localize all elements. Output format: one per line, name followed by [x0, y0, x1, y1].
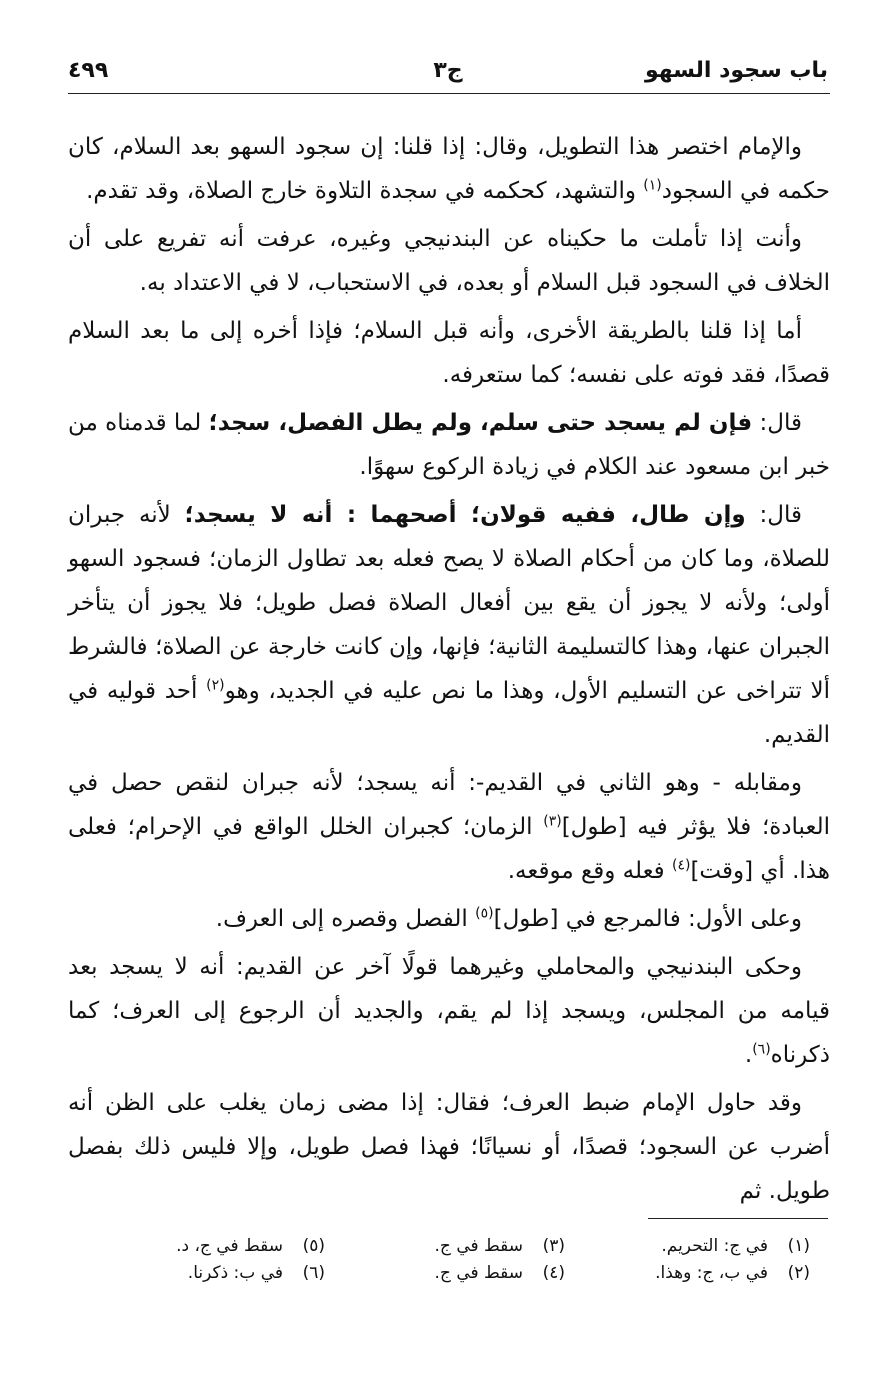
- paragraph-2: وأنت إذا تأملت ما حكيناه عن البندنيجي وغيره، عرفت أنه تفريع على أن الخلاف في السجود قبل السلام أو بعده، في الاستحباب، لا في الاعتداد به.: [68, 226, 830, 296]
- footnote-ref-1[interactable]: (١): [643, 177, 662, 194]
- footnote-ref-6[interactable]: (٦): [752, 1041, 771, 1058]
- footnote-ref-2[interactable]: (٢): [206, 677, 225, 694]
- footnote-column: [580, 1233, 810, 1287]
- footnote-separator: [648, 1218, 828, 1219]
- paragraph-3: أما إذا قلنا بالطريقة الأخرى، وأنه قبل السلام؛ فإذا أخره إلى ما بعد السلام قصدًا، فقد فوته على نفسه؛ كما ستعرفه.: [68, 318, 830, 388]
- paragraph-1: والإمام اختصر هذا التطويل، وقال: إذا قلنا: إن سجود السهو بعد السلام، كان حكمه في السجود$^{(١)}$ والتشهد، كحكمه في سجدة التلاوة خارج الصلاة، وقد تقدم.: [68, 134, 830, 204]
- running-header: [68, 58, 828, 90]
- footnote-item: (٢)في ب، ج: وهذا.: [655, 1263, 810, 1283]
- footnote-ref-5[interactable]: (٥): [475, 905, 494, 922]
- header-rule: [68, 93, 830, 94]
- paragraph-4: قال: فإن لم يسجد حتى سلم، ولم يطل الفصل، سجد؛ لما قدمناه من خبر ابن مسعود عند الكلام في زيادة الركوع سهوًا.: [68, 410, 830, 480]
- footnote-item: (٣)سقط في ج.: [434, 1236, 565, 1256]
- footnote-column: [95, 1233, 325, 1287]
- footnote-column: [335, 1233, 565, 1287]
- paragraph-5: قال: وإن طال، ففيه قولان؛ أصحهما : أنه لا يسجد؛ لأنه جبران للصلاة، وما كان من أحكام الصلاة لا يصح فعله بعد تطاول الزمان؛ فسجود السهو أولى؛ ولأنه لا يجوز أن يقع بين أفعال الصلاة فصل طويل؛ فلا يجوز أن يتأخر الجبران عنها، وهذا كالتسليمة الثانية؛ فإنها، وإن كانت خارجة عن الصلاة؛ فالشرط ألا تتراخى عن التسليم الأول، وهذا ما نص عليه في الجديد، وهو$^{(٢)}$ أحد قوليه في القديم.: [68, 502, 831, 748]
- footnote-item: (٥)سقط في ج، د.: [176, 1236, 325, 1256]
- matn-text: فإن لم يسجد حتى سلم، ولم يطل الفصل، سجد؛: [208, 410, 753, 436]
- paragraph-7: وعلى الأول: فالمرجع في [طول]$^{(٥)}$ الفصل وقصره إلى العرف.: [215, 905, 802, 932]
- footnote-ref-3[interactable]: (٣): [543, 813, 562, 830]
- paragraph-9: وقد حاول الإمام ضبط العرف؛ فقال: إذا مضى زمان يغلب على الظن أنه أضرب عن السجود؛ قصدًا، أو نسيانًا؛ فهذا فصل طويل، وإلا فليس ذلك بفصل طويل. ثم: [68, 1090, 830, 1204]
- paragraph-6: ومقابله - وهو الثاني في القديم-: أنه يسجد؛ لأنه جبران لنقص حصل في العبادة؛ فلا يؤثر فيه [طول]$^{(٣)}$ الزمان؛ كجبران الخلل الواقع في الإحرام؛ فعلى هذا. أي [وقت]$^{(٤)}$ فعله وقع موقعه.: [68, 770, 830, 884]
- paragraph-8: وحكى البندنيجي والمحاملي وغيرهما قولًا آخر عن القديم: أنه لا يسجد بعد قيامه من المجلس، ويسجد إذا لم يقم، والجديد أن الرجوع إلى العرف؛ كما ذكرناه$^{(٦)}$.: [68, 954, 830, 1068]
- chapter-title: باب سجود السهو: [644, 58, 828, 83]
- footnote-ref-4[interactable]: (٤): [671, 857, 691, 874]
- page-number: ٤٩٩: [68, 58, 109, 83]
- footnote-item: (١)في ج: التحريم.: [661, 1236, 810, 1256]
- matn-text: وإن طال، ففيه قولان؛ أصحهما : أنه لا يسجد؛: [184, 502, 746, 528]
- main-text: [68, 125, 830, 1217]
- footnote-item: (٤)سقط في ج.: [434, 1263, 565, 1283]
- footnote-item: (٦)في ب: ذكرنا.: [187, 1263, 325, 1283]
- volume-number: ج٣: [433, 58, 463, 83]
